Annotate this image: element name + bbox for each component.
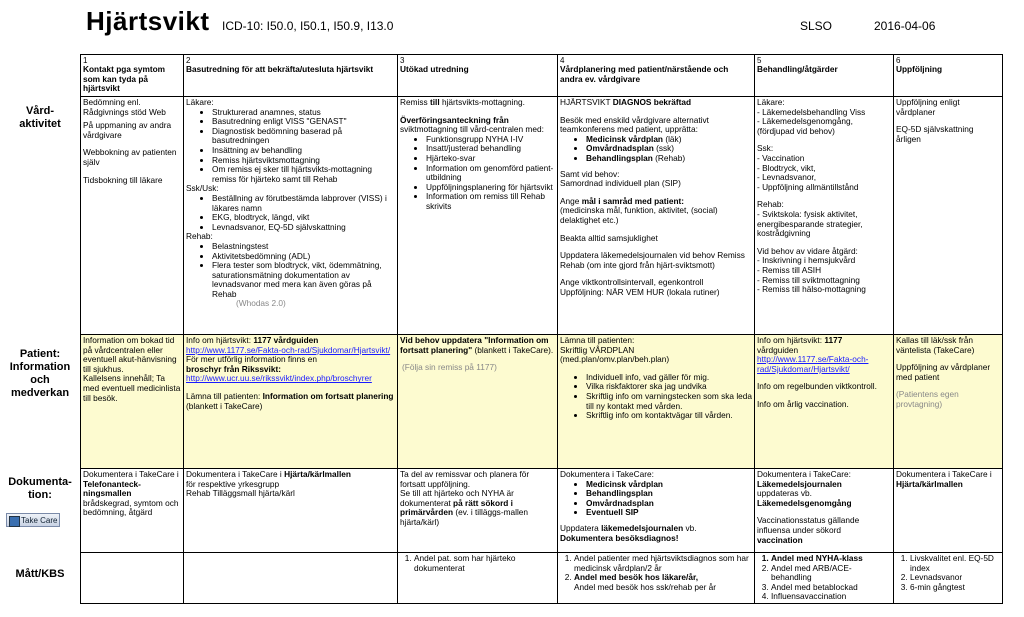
- row-dokumentation: [81, 469, 1003, 553]
- text: vårdguiden: [757, 344, 799, 355]
- list-item: • Funktionsgrupp NYHA I-IV: [426, 135, 555, 145]
- text: - Remiss till sviktmottagning: [757, 274, 860, 285]
- vard-cell-3: [398, 97, 558, 335]
- list-item: • Eventuell SIP: [586, 508, 752, 518]
- patient-cell-5: [755, 335, 894, 469]
- list-item: • Skriftlig info om varningstecken som ska leda till ny kontakt med vården.: [586, 392, 752, 411]
- organization: SLSO: [800, 19, 833, 33]
- patient-cell-3: [398, 335, 558, 469]
- list-item: • EKG, blodtryck, längd, vikt: [212, 213, 395, 223]
- list-item: • Vilka riskfaktorer ska jag undvika: [586, 382, 752, 392]
- text: Samordnad individuell plan (SIP): [560, 178, 681, 189]
- lakare-list: [186, 108, 395, 185]
- list-item: • Information om genomförd patient-utbildning: [426, 164, 555, 183]
- text: brådskegrad, symtom och bedömning, åtgärd: [83, 497, 179, 518]
- text: Uppföljning av vårdplaner med patient: [896, 362, 991, 382]
- text: Kallelsens innehåll; Ta med eventuell medicinlista till besök.: [83, 373, 181, 403]
- text: vaccination: [757, 534, 803, 545]
- text: Överföringsanteckning från: [400, 114, 509, 125]
- row-vardaktivitet: [81, 97, 1003, 335]
- list-item: • Hjärteko-svar: [426, 154, 555, 164]
- takecare-button[interactable]: [6, 513, 60, 527]
- column-number: 2: [186, 56, 191, 65]
- text: Information om fortsatt planering: [262, 390, 394, 401]
- text: hjärtsvikts-mottagning.: [439, 97, 525, 107]
- text: Lämna till patienten:: [560, 335, 635, 345]
- text: Medicinsk vårdplan: [586, 133, 664, 144]
- list-item: • Medicinsk vårdplan: [586, 480, 752, 490]
- column-title: Utökad utredning: [400, 64, 469, 74]
- text: Kallas till läk/ssk från väntelista (TakeCare): [896, 335, 975, 355]
- text: Skriftlig VÅRDPLAN: [560, 344, 635, 355]
- list-item: • Beställning av förutbestämda labprover (VISS) i läkares namn: [212, 194, 395, 213]
- list-item: 1. Andel pat. som har hjärteko dokumenterat: [414, 554, 555, 573]
- row-matt-kbs: [81, 553, 1003, 604]
- text: (blankett i TakeCare): [186, 400, 263, 411]
- text: uppdateras vb.: [757, 488, 812, 499]
- row-label-vardaktivitet: [0, 105, 80, 131]
- patient-info-list: [560, 373, 752, 421]
- dok-cell-1: [81, 469, 184, 553]
- list-item: 4. Influensavaccination: [771, 592, 891, 602]
- list-item: • Skriftlig info om kontaktvägar till vården.: [586, 411, 752, 421]
- list-item: • Individuell info, vad gäller för mig.: [586, 373, 752, 383]
- list-item: 1. Andel patienter med hjärtsviktsdiagnos som har medicinsk vårdplan/2 år: [574, 554, 752, 573]
- text: - Remiss till hälso-mottagning: [757, 284, 866, 295]
- matt-cell-3: [398, 553, 558, 604]
- matt-list: [757, 554, 891, 602]
- text: (Rehab): [652, 152, 686, 163]
- column-number: 3: [400, 56, 405, 65]
- group-label: Läkare:: [757, 97, 785, 107]
- text: Info om hjärtsvikt:: [186, 335, 254, 345]
- column-number: 1: [83, 56, 88, 65]
- text: läkemedelsjournalen: [601, 522, 684, 533]
- text: HJÄRTSVIKT: [560, 97, 613, 107]
- text: DIAGNOS bekräftad: [612, 97, 692, 107]
- text: [186, 392, 395, 411]
- text: för respektive yrkesgrupp: [186, 478, 280, 489]
- list-item: 2. Levnadsvanor: [910, 573, 1000, 583]
- vardplan-list: [560, 135, 752, 164]
- row-label-line: medverkan: [10, 387, 70, 399]
- list-item: 3. Andel med betablockad: [771, 583, 891, 593]
- vard-cell-1: [81, 97, 184, 335]
- text: Vaccinationsstatus gällande influensa under sökord: [757, 515, 860, 535]
- column-title: Vårdplanering med patient/närstående och andra ev. vårdgivare: [560, 64, 729, 84]
- row-label-line: Patient:: [19, 348, 61, 360]
- text: Uppdatera: [560, 522, 602, 533]
- row-label-line: tion:: [28, 489, 52, 501]
- group-label: Ssk:: [757, 143, 774, 154]
- text: (medicinska mål, funktion, aktivitet, (social) delaktighet etc.): [560, 205, 718, 225]
- text: vb.: [683, 522, 697, 533]
- list-item: 1. Andel med NYHA-klass: [771, 554, 891, 564]
- vard-cell-4: [558, 97, 755, 335]
- text: Se till att hjärteko och NYHA är dokumenterat: [400, 488, 514, 508]
- text: (ssk): [653, 143, 675, 154]
- list-item: 1. Livskvalitet enl. EQ-5D index: [910, 554, 1000, 573]
- text: Besök med enskild vårdgivare alternativt teamkonferens med patient, upprätta:: [560, 114, 709, 135]
- column-header-2: [184, 55, 398, 97]
- dok-cell-3: [398, 469, 558, 553]
- text: till: [429, 97, 440, 107]
- group-label: Vid behov av vidare åtgärd:: [757, 245, 858, 256]
- text: Läkemedelsgenomgång: [757, 497, 852, 508]
- text: Dokumentera i TakeCare i: [896, 469, 992, 479]
- text: mål i samråd med patient:: [581, 195, 685, 206]
- text: Telefonanteck-ningsmallen: [83, 478, 141, 499]
- icd-codes: ICD-10: I50.0, I50.1, I50.9, I13.0: [222, 19, 394, 33]
- column-header-5: [755, 55, 894, 97]
- text: (blankett i TakeCare).: [472, 344, 554, 355]
- text: 1177: [824, 335, 843, 345]
- patient-cell-1: [81, 335, 184, 469]
- ssk-list: [186, 194, 395, 232]
- text: (med.plan/omv.plan/beh.plan): [560, 354, 670, 365]
- group-label: Läkare:: [186, 97, 214, 107]
- text: Vid behov uppdatera "Information om fortsatt planering": [400, 335, 549, 355]
- text: Andel med besök hos ssk/rehab per år: [574, 581, 717, 592]
- text: Dokumentera i TakeCare i: [83, 469, 179, 479]
- list-item: • Flera tester som blodtryck, vikt, ödemmätning, saturationsmätning dokumentation av levnadsvanor med mera kan även göras på Rehab: [212, 261, 395, 299]
- list-item: • Aktivitetsbedömning (ADL): [212, 252, 395, 262]
- text: Omvårdnadsplan: [586, 143, 654, 154]
- vard-cell-2: [184, 97, 398, 335]
- dok-cell-4: [558, 469, 755, 553]
- text: Ta del av remissvar och planera för fortsatt uppföljning.: [400, 469, 530, 489]
- list-item: • Insatt/justerad behandling: [426, 144, 555, 154]
- text: Info om årlig vaccination.: [757, 398, 849, 409]
- patient-cell-2: [184, 335, 398, 469]
- row-label-line: Mått/KBS: [15, 568, 65, 580]
- row-label-line: Vård-: [25, 105, 55, 117]
- text: Läkemedelsjournalen: [757, 478, 842, 489]
- column-header-3: [398, 55, 558, 97]
- text: - Läkemedelsgenomgång, (fördjupad vid behov): [757, 116, 853, 136]
- group-label: Ssk/Usk:: [186, 183, 219, 194]
- list-item: • Remiss hjärtsviktsmottagning: [212, 156, 395, 166]
- row-label-line: och: [30, 374, 50, 386]
- text: 1177 vårdguiden: [253, 335, 319, 345]
- text: Remiss: [400, 97, 430, 107]
- text: EQ-5D självskattning årligen: [896, 124, 974, 144]
- row-label-dokumentation: [0, 476, 80, 502]
- text: Rehab Tilläggsmall hjärta/kärl: [186, 488, 295, 499]
- text: För mer utförlig information finns en: [186, 354, 317, 365]
- text: Info om hjärtsvikt:: [757, 335, 825, 345]
- row-label-line: Information: [9, 361, 71, 373]
- text: - Uppföljning allmäntillstånd: [757, 181, 859, 192]
- text: Uppdatera läkemedelsjournalen vid behov Remiss Rehab (om inte gjord från hjärt-sviktsmott): [560, 250, 745, 270]
- list-item: • Strukturerad anamnes, status: [212, 108, 395, 118]
- list-item: • Uppföljningsplanering för hjärtsvikt: [426, 183, 555, 193]
- list-item: • Basutredning enligt VISS "GENAST": [212, 117, 395, 127]
- text: - Blodtryck, vikt,: [757, 162, 816, 173]
- column-title: Kontakt pga symtom som kan tyda på hjärtsvikt: [83, 64, 166, 94]
- text: (Följa sin remiss på 1177): [402, 362, 497, 373]
- link-1177[interactable]: http://www.1177.se/Fakta-och-rad/Sjukdomar/Hjartsvikt/: [186, 344, 391, 355]
- row-patient: [81, 335, 1003, 469]
- list-item: • Belastningstest: [212, 242, 395, 252]
- list-item: • Levnadsvanor, EQ-5D självskattning: [212, 223, 395, 233]
- row-label-line: Dokumenta-: [8, 476, 72, 488]
- text: [560, 98, 752, 108]
- table-header-row: [81, 55, 1003, 97]
- text: Webbokning av patienten själv: [83, 147, 177, 167]
- dok-cell-5: [755, 469, 894, 553]
- column-number: 5: [757, 56, 762, 65]
- text: - Sviktskola: fysisk aktivitet, energibesparande strategier, kostrådgivning: [757, 208, 863, 239]
- matt-cell-6: [894, 553, 1003, 604]
- text: Ange: [560, 195, 582, 206]
- column-header-1: [81, 55, 184, 97]
- column-title: Uppföljning: [896, 64, 943, 74]
- matt-list: [560, 554, 752, 592]
- text: (läk): [663, 133, 682, 144]
- text: Uppföljning: NÄR VEM HUR (lokala rutiner): [560, 286, 720, 297]
- column-header-4: [558, 55, 755, 97]
- text: Bedömning enl. Rådgivnings stöd Web: [83, 97, 166, 117]
- column-number: 4: [560, 56, 565, 65]
- matt-list: [896, 554, 1000, 592]
- matt-cell-5: [755, 553, 894, 604]
- dok-list: [560, 480, 752, 518]
- link-rikssvikt[interactable]: http://www.ucr.uu.se/rikssvikt/index.php/broschyrer: [186, 373, 372, 384]
- list-item: 2. Andel med ARB/ACE-behandling: [771, 564, 891, 583]
- text: Lämna till patienten:: [186, 390, 263, 401]
- list-item: [574, 573, 752, 592]
- row-label-matt-kbs: [0, 568, 80, 581]
- patient-cell-4: [558, 335, 755, 469]
- page-title: Hjärtsvikt: [86, 6, 210, 36]
- text: [400, 489, 555, 527]
- text: Dokumentera i TakeCare i: [186, 469, 285, 479]
- text: - Inskrivning i hemsjukvård: [757, 255, 856, 266]
- text: - Remiss till ASIH: [757, 264, 822, 275]
- text: broschyr från Rikssvikt:: [186, 363, 281, 374]
- group-label: Rehab:: [757, 199, 784, 210]
- text: (Patientens egen provtagning): [896, 389, 959, 409]
- text: - Läkemedelsbehandling Viss: [757, 106, 866, 117]
- column-title: Basutredning för att bekräfta/utesluta hjärtsvikt: [186, 64, 374, 74]
- document-header: [0, 0, 1024, 52]
- text: Dokumentera besöksdiagnos!: [560, 532, 679, 543]
- list-item: • Insättning av behandling: [212, 146, 395, 156]
- overforing-list: [400, 135, 555, 212]
- text: - Levnadsvanor,: [757, 172, 817, 183]
- list-item: • Omvårdnadsplan: [586, 499, 752, 509]
- list-item: • Information om remiss till Rehab skrivits: [426, 192, 555, 211]
- text: Dokumentera i TakeCare:: [757, 469, 851, 479]
- text: Tidsbokning till läkare: [83, 174, 163, 185]
- list-item: • Diagnostisk bedömning baserad på basutredningen: [212, 127, 395, 146]
- text: Dokumentera i TakeCare:: [560, 469, 654, 479]
- list-item: • Behandlingsplan: [586, 489, 752, 499]
- matt-cell-2: [184, 553, 398, 604]
- text: sviktmottagning till vård-centralen med:: [400, 124, 544, 135]
- dok-cell-6: [894, 469, 1003, 553]
- vard-cell-5: [755, 97, 894, 335]
- text: Ange viktkontrollsintervall, egenkontroll: [560, 277, 704, 288]
- text: [400, 336, 555, 355]
- matt-cell-4: [558, 553, 755, 604]
- text: Uppföljning enligt vårdplaner: [896, 97, 960, 117]
- text: Behandlingsplan: [586, 152, 653, 163]
- text: på rätt sökord i primärvården: [400, 497, 513, 518]
- row-label-line: aktivitet: [19, 118, 61, 130]
- text: [400, 98, 555, 108]
- dok-cell-2: [184, 469, 398, 553]
- takecare-button-label: Take Care: [21, 516, 58, 525]
- text: Info om regelbunden viktkontroll.: [757, 381, 877, 392]
- care-process-table: [80, 54, 1003, 604]
- text: På uppmaning av andra vårdgivare: [83, 120, 172, 140]
- link-1177[interactable]: http://www.1177.se/Fakta-och-rad/Sjukdomar/Hjartsvikt/: [757, 354, 869, 374]
- takecare-icon: [9, 516, 20, 527]
- text: Samt vid behov:: [560, 168, 620, 179]
- matt-list: [400, 554, 555, 573]
- matt-cell-1: [81, 553, 184, 604]
- whodas-note: (Whodas 2.0): [236, 298, 286, 309]
- text: Hjärta/kärlmallen: [896, 478, 963, 489]
- group-label: Rehab:: [186, 231, 213, 242]
- column-header-6: [894, 55, 1003, 97]
- column-number: 6: [896, 56, 901, 65]
- list-item: • Om remiss ej sker till hjärtsvikts-mottagning remiss för hjärteko samt till Rehab: [212, 165, 395, 184]
- text: Andel med besök hos läkare/år,: [574, 572, 699, 583]
- text: Information om bokad tid på vårdcentralen eller eventuell akut-hänvisning till sjukhus.: [83, 335, 177, 374]
- vard-cell-6: [894, 97, 1003, 335]
- document-date: 2016-04-06: [874, 19, 936, 33]
- text: (ev. i tilläggs-mallen hjärta/kärl): [400, 507, 529, 527]
- text: Hjärta/kärlmallen: [284, 469, 351, 479]
- list-item: 3. 6-min gångtest: [910, 583, 1000, 593]
- patient-cell-6: [894, 335, 1003, 469]
- row-label-patient: [0, 348, 80, 400]
- list-item: [586, 154, 752, 164]
- text: - Vaccination: [757, 152, 805, 163]
- column-title: Behandling/åtgärder: [757, 64, 838, 74]
- rehab-list: [186, 242, 395, 300]
- text: Beakta alltid samsjuklighet: [560, 232, 658, 243]
